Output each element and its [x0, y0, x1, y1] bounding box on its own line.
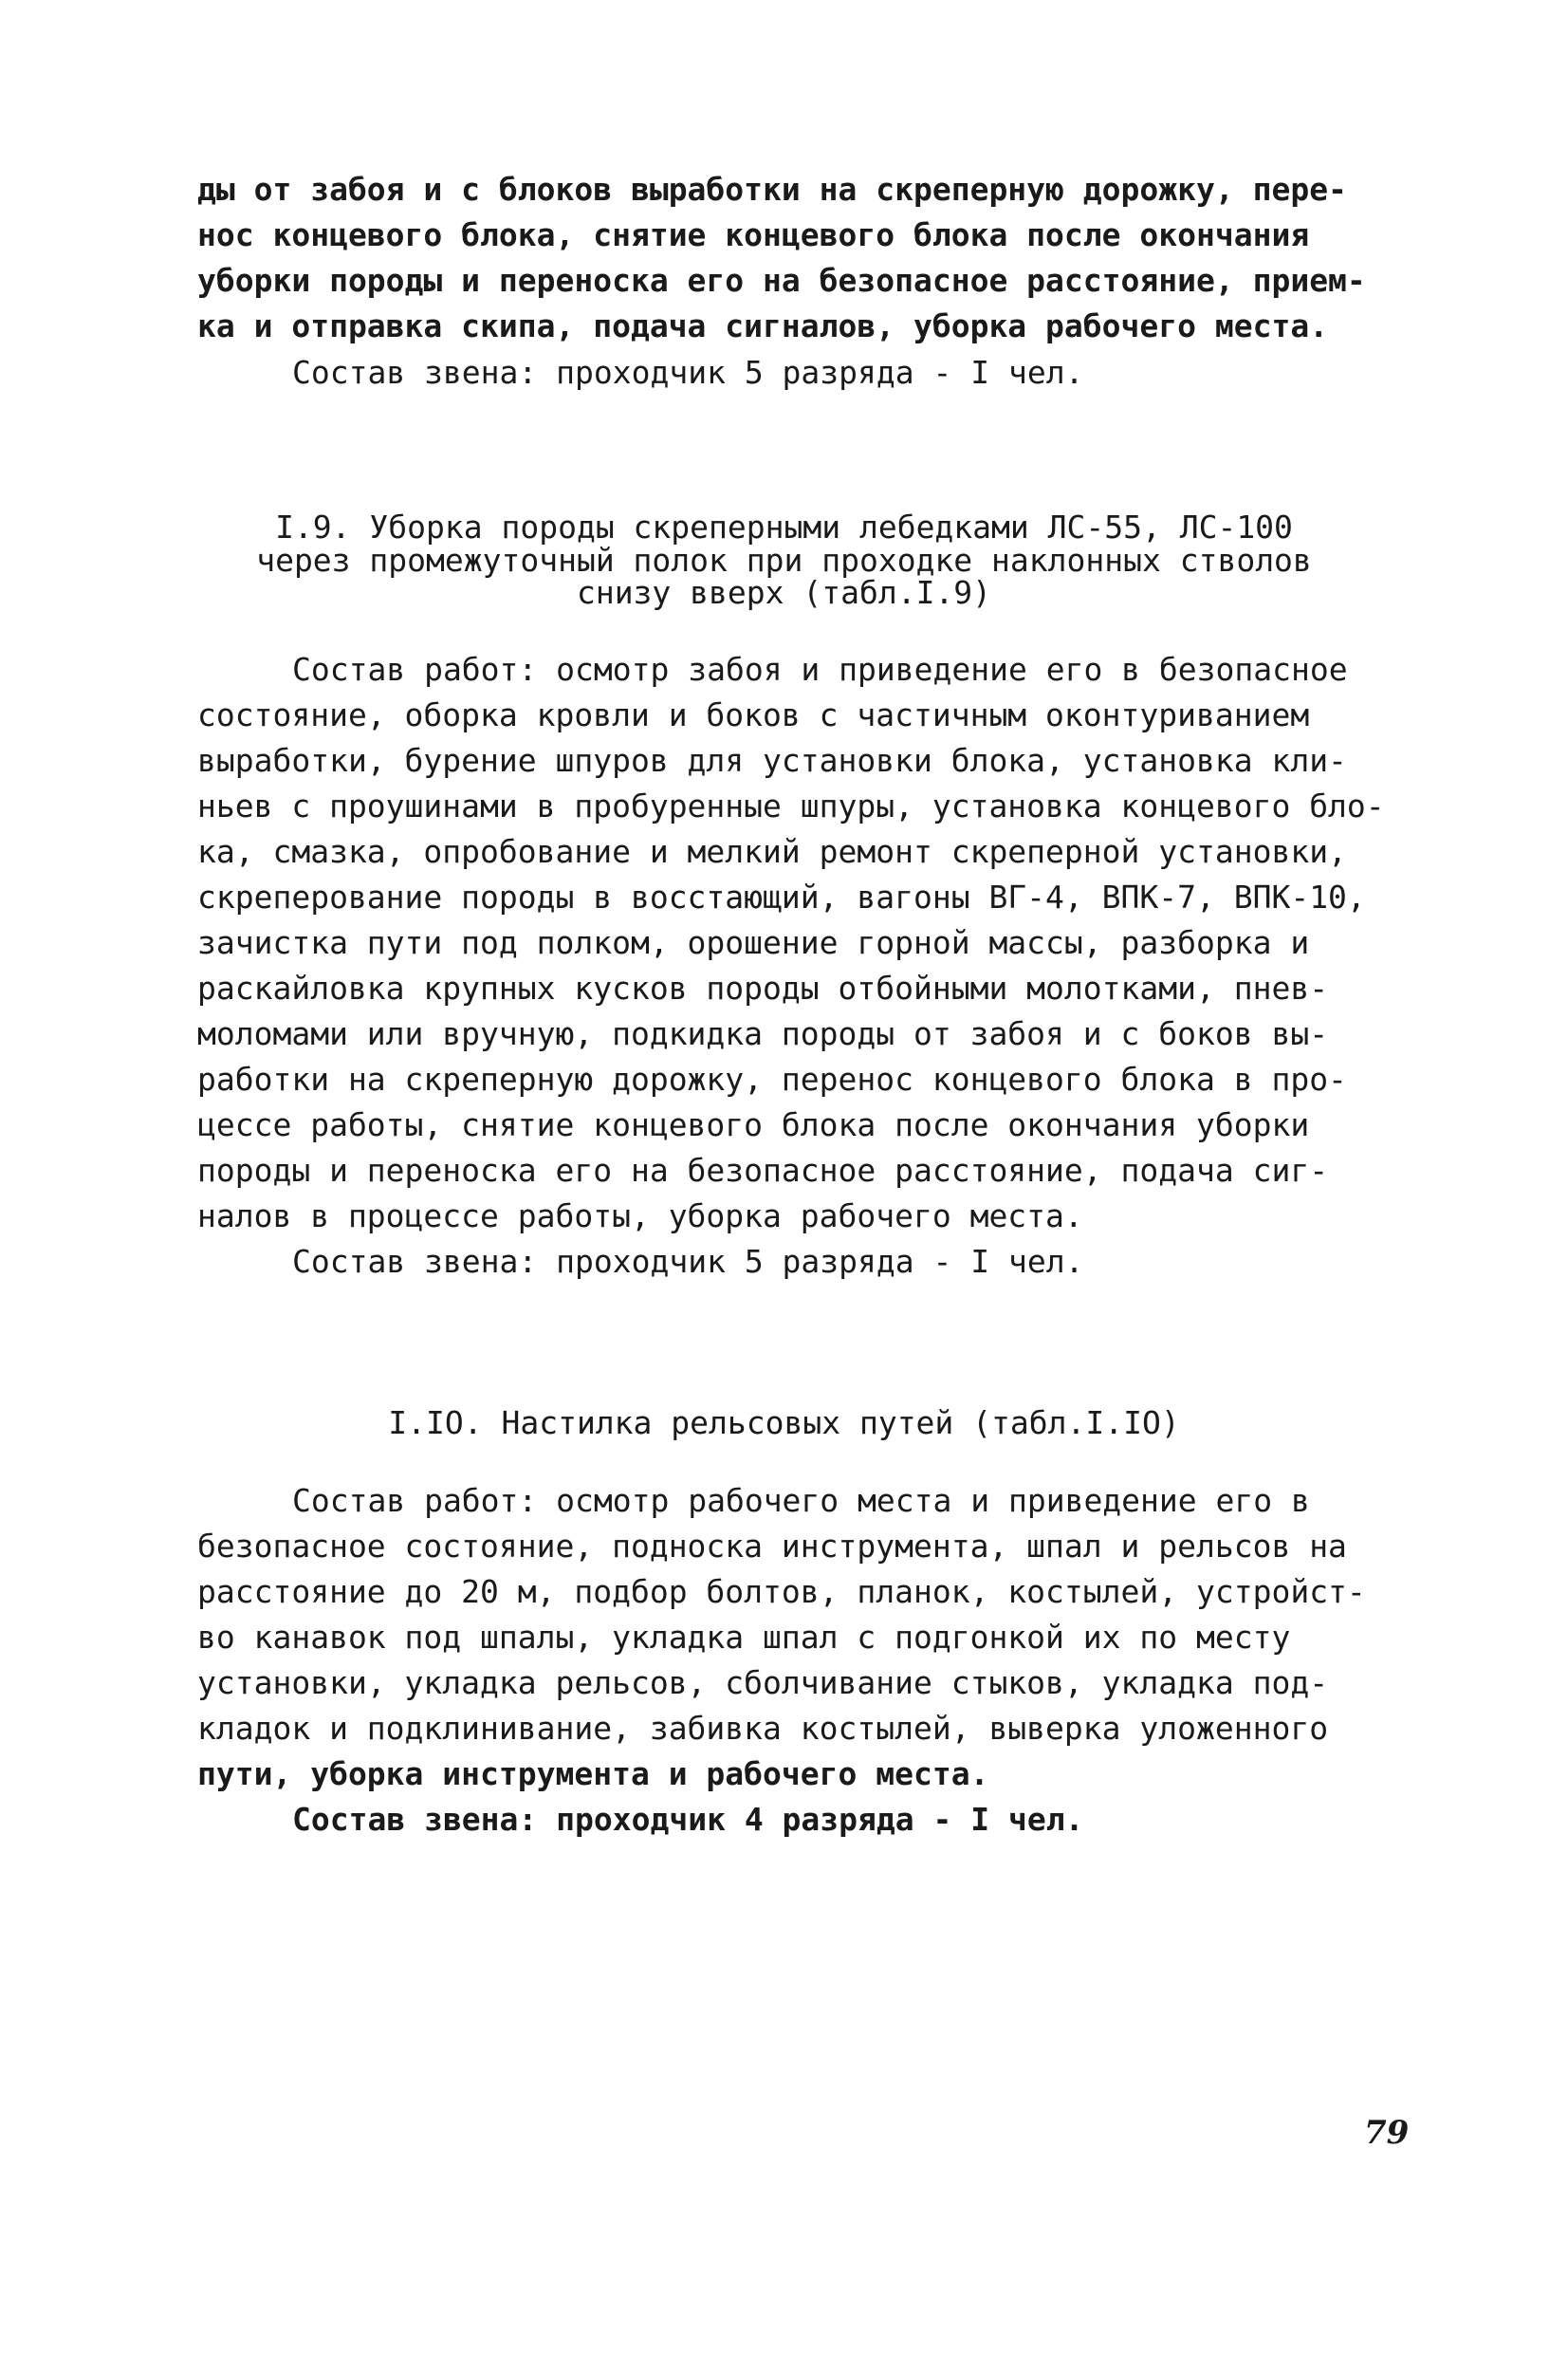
text-line: раскайловка крупных кусков породы отбойными молотками, пнев- [197, 970, 1329, 1007]
section-heading: через промежуточный полок при проходке наклонных стволов [256, 542, 1312, 579]
section-heading: I.IO. Настилка рельсовых путей (табл.I.IO) [388, 1404, 1180, 1441]
text-line: ды от забоя и с блоков выработки на скреперную дорожку, пере- [197, 171, 1347, 208]
crew-line: Состав звена: проходчик 4 разряда - I чел. [292, 1801, 1084, 1838]
text-line: моломами или вручную, подкидка породы от забоя и с боков вы- [197, 1015, 1329, 1052]
text-line: во канавок под шпалы, укладка шпал с подгонкой их по месту [197, 1619, 1291, 1656]
section-heading: снизу вверх (табл.I.9) [576, 574, 992, 611]
text-line: работки на скреперную дорожку, перенос концевого блока в про- [197, 1061, 1347, 1098]
text-line: Состав работ: осмотр забоя и приведение его в безопасное [292, 651, 1348, 688]
text-line: скреперование породы в восстающий, вагоны ВГ-4, ВПК-7, ВПК-10, [197, 879, 1366, 916]
text-line: породы и переноска его на безопасное расстояние, подача сиг- [197, 1152, 1329, 1189]
page-number: 79 [1364, 2114, 1410, 2152]
text-line: безопасное состояние, подноска инструмента, шпал и рельсов на [197, 1528, 1347, 1565]
section-heading: I.9. Уборка породы скреперными лебедками ЛС-55, ЛС-100 [275, 509, 1293, 546]
text-line: Состав работ: осмотр рабочего места и приведение его в [292, 1482, 1310, 1519]
text-line: цессе работы, снятие концевого блока после окончания уборки [197, 1106, 1310, 1143]
crew-line: Состав звена: проходчик 5 разряда - I чел. [292, 1243, 1084, 1280]
text-line: налов в процессе работы, уборка рабочего места. [197, 1197, 1083, 1234]
text-line: ка и отправка скипа, подача сигналов, уборка рабочего места. [197, 307, 1329, 344]
text-line: ка, смазка, опробование и мелкий ремонт скреперной установки, [197, 833, 1347, 870]
text-line: пути, уборка инструмента и рабочего места. [197, 1755, 989, 1792]
text-line: состояние, оборка кровли и боков с частичным оконтуриванием [197, 696, 1310, 733]
text-line: уборки породы и переноска его на безопасное расстояние, прием- [197, 262, 1366, 299]
text-line: нос концевого блока, снятие концевого блока после окончания [197, 216, 1310, 253]
text-line: ньев с проушинами в пробуренные шпуры, установка концевого бло- [197, 787, 1385, 824]
text-line: установки, укладка рельсов, сболчивание стыков, укладка под- [197, 1664, 1329, 1701]
text-line: зачистка пути под полком, орошение горной массы, разборка и [197, 924, 1310, 961]
text-line: расстояние до 20 м, подбор болтов, планок, костылей, устройст- [197, 1573, 1366, 1610]
text-line: кладок и подклинивание, забивка костылей, выверка уложенного [197, 1710, 1329, 1747]
crew-line: Состав звена: проходчик 5 разряда - I чел. [292, 354, 1084, 391]
text-line: выработки, бурение шпуров для установки блока, установка кли- [197, 742, 1347, 779]
